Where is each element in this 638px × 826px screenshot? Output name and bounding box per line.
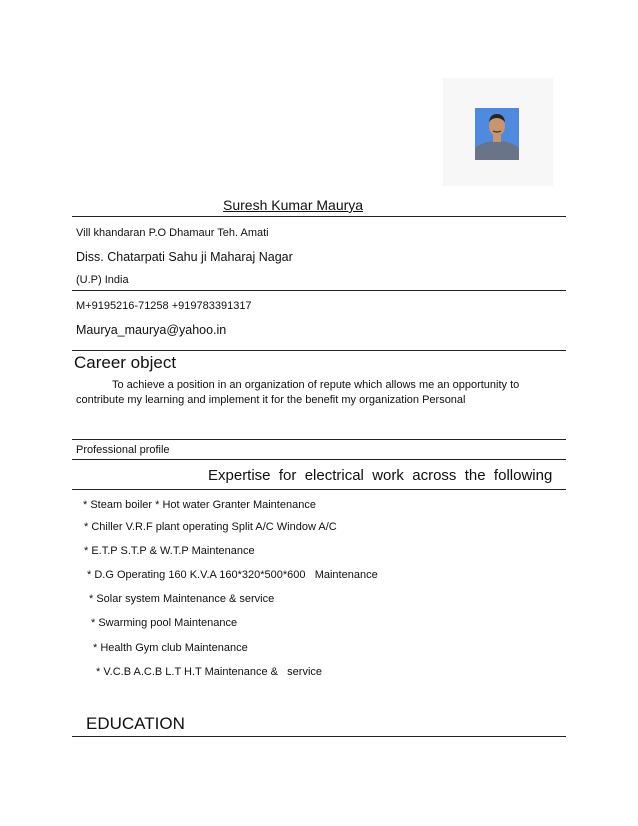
professional-profile-label: Professional profile xyxy=(76,444,170,456)
candidate-name: Suresh Kumar Maurya xyxy=(223,197,364,213)
expertise-item: * Solar system Maintenance & service xyxy=(89,593,275,605)
expertise-item: * D.G Operating 160 K.V.A 160*320*500*600 Maintenance xyxy=(87,569,378,581)
career-object-line-1: To achieve a position in an organization of repute which allows me an opportunity to xyxy=(112,379,520,391)
divider xyxy=(72,736,566,737)
divider xyxy=(72,439,566,440)
divider xyxy=(72,489,566,490)
expertise-item: * Swarming pool Maintenance xyxy=(91,617,238,629)
email-address[interactable]: Maurya_maurya@yahoo.in xyxy=(76,323,227,337)
phone-numbers: M+9195216-71258 +919783391317 xyxy=(76,300,252,312)
address-line-2: Diss. Chatarpati Sahu ji Maharaj Nagar xyxy=(76,250,293,264)
address-line-3: (U.P) India xyxy=(76,274,129,286)
expertise-item: * E.T.P S.T.P & W.T.P Maintenance xyxy=(84,545,255,557)
person-photo-icon xyxy=(475,108,519,160)
divider xyxy=(72,216,566,217)
divider xyxy=(72,459,566,460)
divider xyxy=(72,290,566,291)
expertise-item: * Health Gym club Maintenance xyxy=(93,642,248,654)
expertise-heading: Expertise for electrical work across the following xyxy=(208,467,553,484)
profile-photo xyxy=(475,108,519,160)
expertise-item: * V.C.B A.C.B L.T H.T Maintenance & service xyxy=(96,666,323,678)
career-object-heading: Career object xyxy=(74,353,177,372)
expertise-item: * Steam boiler * Hot water Granter Maintenance xyxy=(83,499,316,511)
expertise-item: * Chiller V.R.F plant operating Split A/C Window A/C xyxy=(84,521,337,533)
address-line-1: Vill khandaran P.O Dhamaur Teh. Amati xyxy=(76,227,269,239)
education-heading: EDUCATION xyxy=(86,714,185,733)
career-object-line-2: contribute my learning and implement it for the benefit my organization Personal xyxy=(76,394,466,406)
divider xyxy=(72,350,566,351)
